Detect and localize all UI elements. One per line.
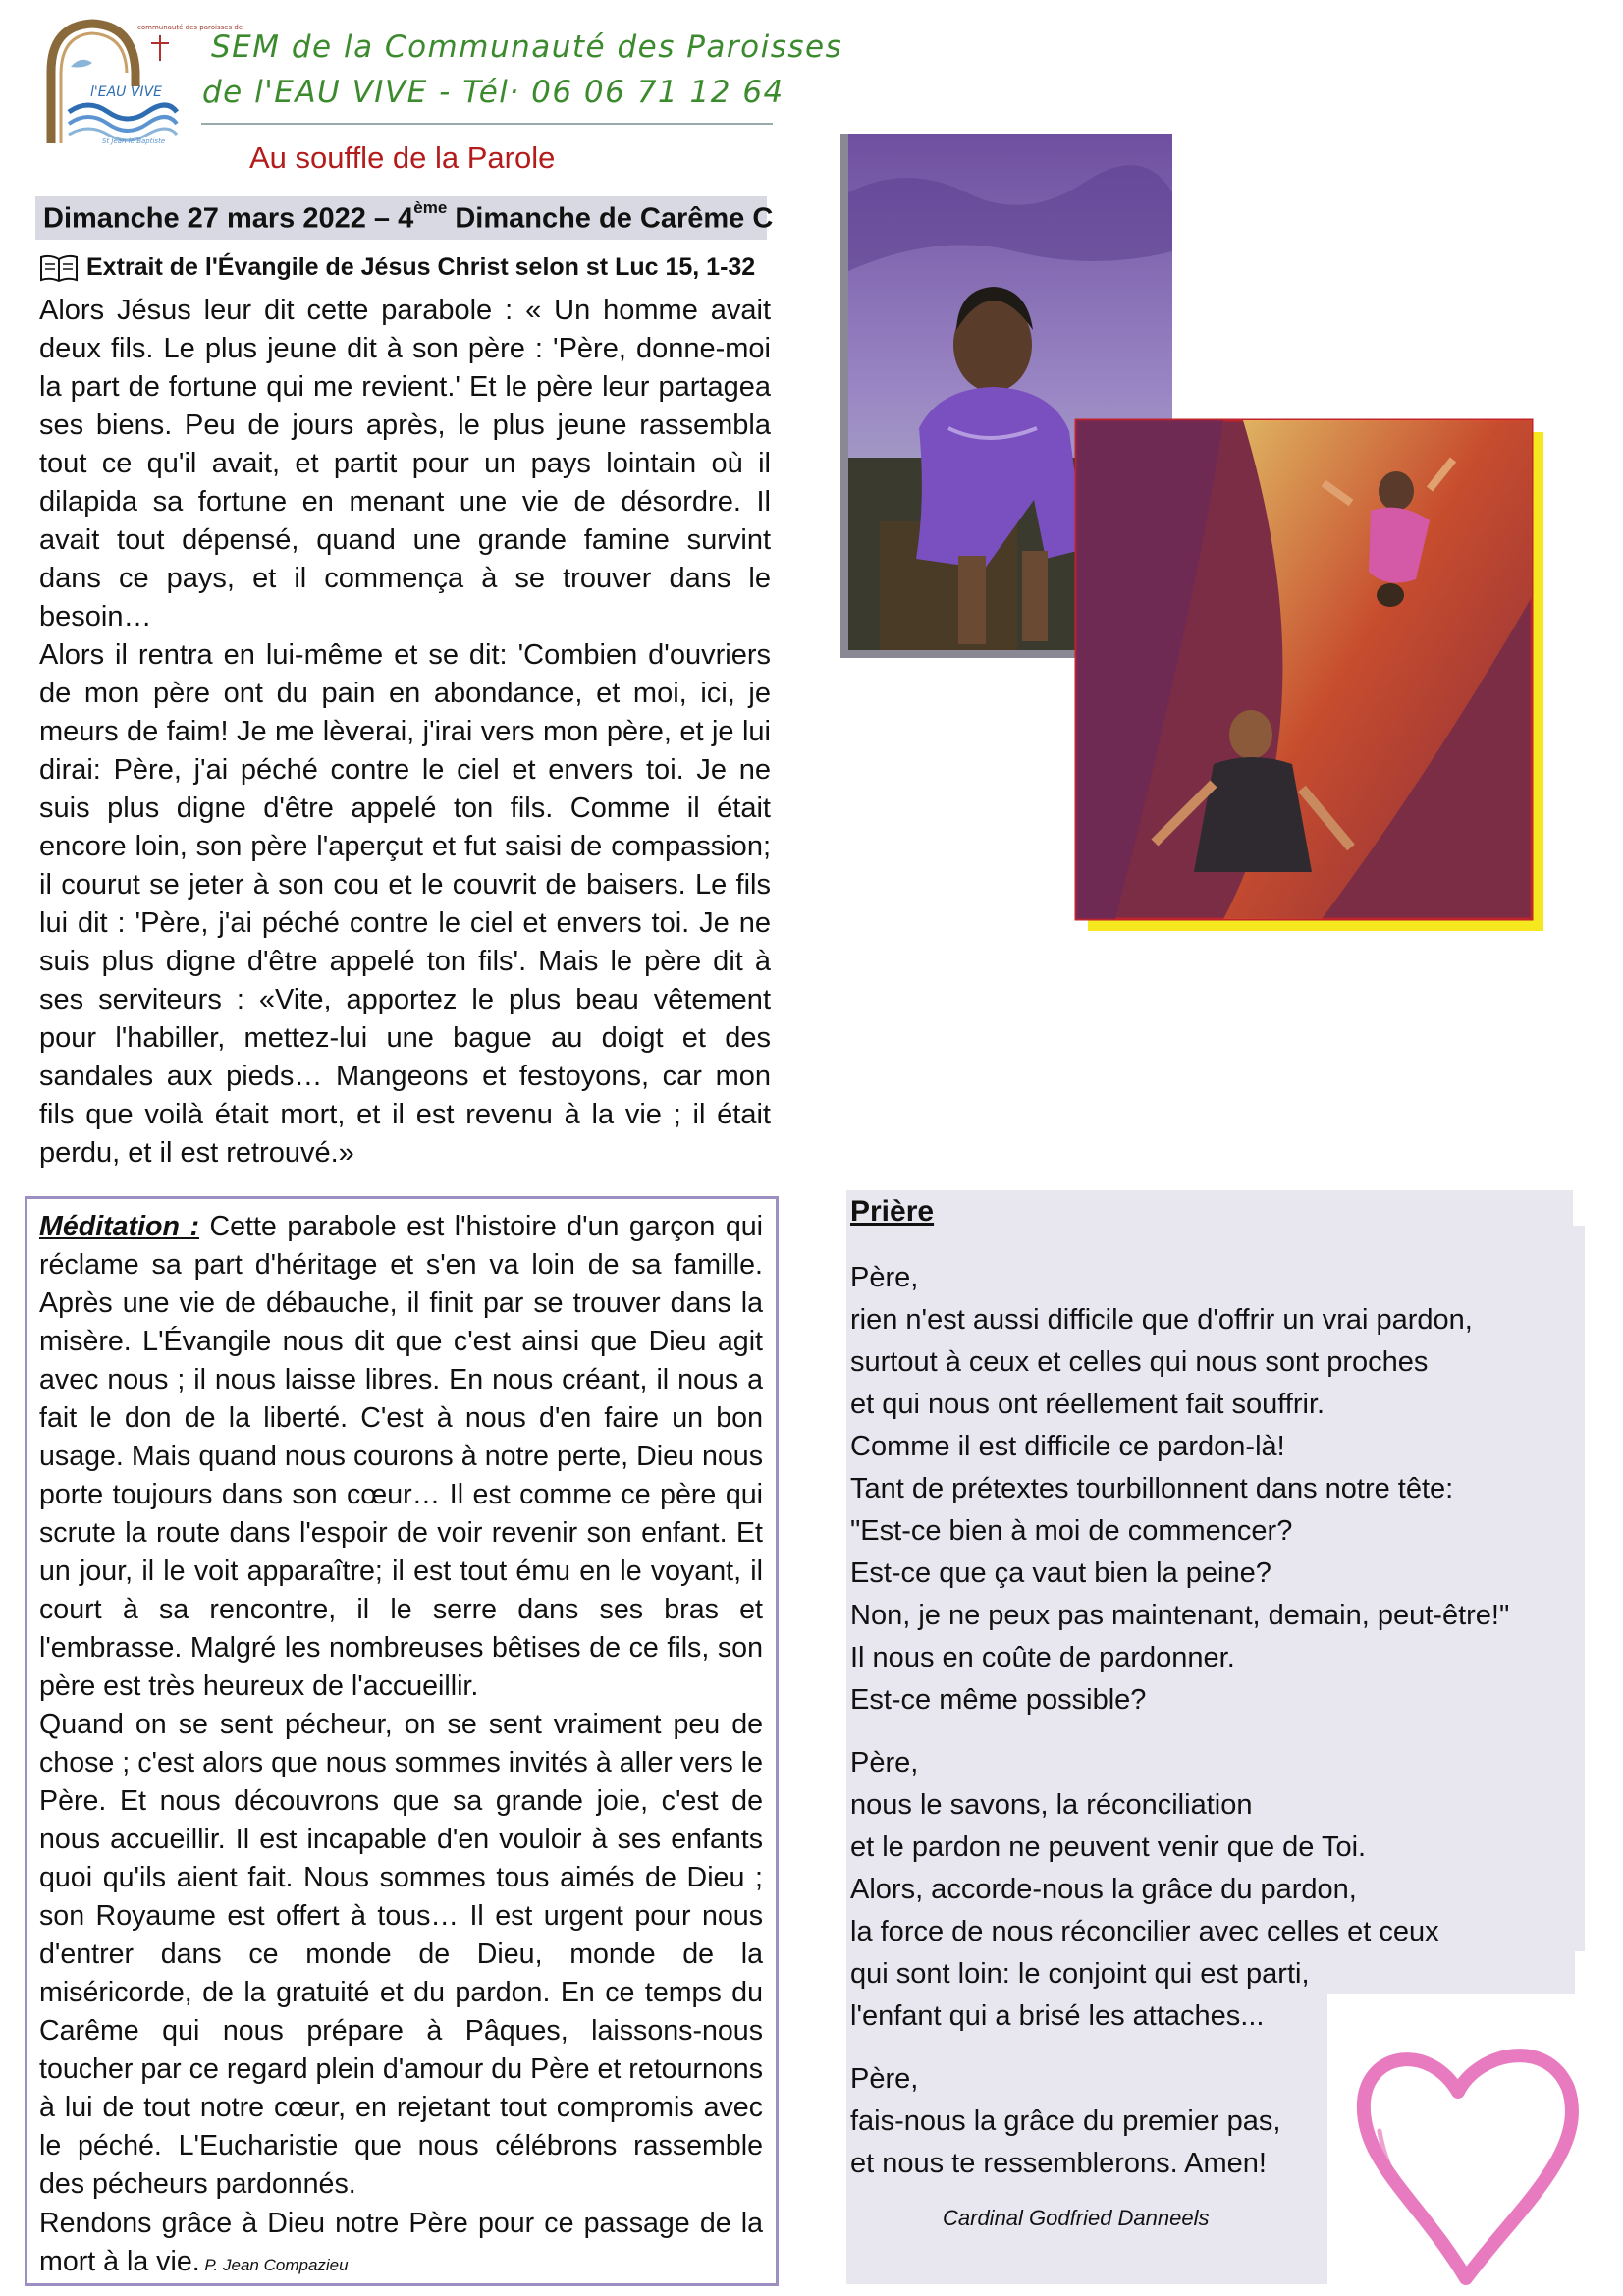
prayer-line: Est-ce que ça vaut bien la peine?	[850, 1558, 1271, 1589]
prayer-line: fais-nous la grâce du premier pas,	[850, 2105, 1281, 2137]
prayer-line: surtout à ceux et celles qui nous sont proches	[850, 1346, 1429, 1378]
sunday-date: Dimanche 27 mars 2022 – 4ème Dimanche de Carême C	[43, 198, 774, 235]
prayer-line: et qui nous ont réellement fait souffrir.	[850, 1389, 1325, 1420]
prayer-stanza-3	[850, 2058, 1280, 2185]
gospel-reference: Extrait de l'Évangile de Jésus Christ selon st Luc 15, 1-32	[86, 253, 756, 281]
prayer-line: nous le savons, la réconciliation	[850, 1789, 1253, 1821]
header-divider	[201, 123, 773, 125]
header-line-2: de l'EAU VIVE - Tél· 06 06 71 12 64	[202, 75, 784, 110]
prayer-stanza-1	[850, 1257, 1509, 1722]
meditation-paragraph-2: Quand on se sent pécheur, on se sent vraiment peu de chose ; c'est alors que nous sommes invités à aller vers le Père. Et nous découvrons que sa grande joie, c'est de nous accueillir. Il est incapable d'en vouloir à ses enfants quoi qu'ils aient fait. Nous sommes tous aimés de Dieu ; son Royaume est offert à tous… Il est urgent pour nous d'entrer dans ce monde de Dieu, monde de la miséricorde, de la gratuité et du pardon. En ce temps du Carême qui nous prépare à Pâques, laissons-nous toucher par ce regard plein d'amour du Père et retournons à lui de tout notre cœur, en rejetant tout compromis avec le péché. L'Eucharistie que nous célébrons rassemble des pécheurs pardonnés.	[39, 1709, 763, 2200]
prayer-signature: Cardinal Godfried Danneels	[943, 2206, 1210, 2230]
open-book-icon	[39, 253, 79, 283]
logo-text-top: communauté des paroisses de	[137, 24, 243, 31]
prayer-line: Est-ce même possible?	[850, 1684, 1147, 1716]
section-title: Au souffle de la Parole	[249, 140, 556, 175]
prayer-line: Père,	[850, 1747, 919, 1778]
meditation-paragraph-1: Méditation : Cette parabole est l'histoire d'un garçon qui réclame sa part d'héritage et s'en va loin de sa famille. Après une vie de débauche, il finit par se trouver dans la misère. L'Évangile nous dit que c'est ainsi que Dieu agit avec nous ; il nous laisse libres. En nous créant, il nous a fait le don de la liberté. C'est à nous d'en faire un bon usage. Mais quand nous courons à notre perte, Dieu nous porte toujours dans son cœur… Il est comme ce père qui scrute la route dans l'espoir de voir revenir son enfant. Et un jour, il le voit apparaître; il est tout ému en le voyant, il court à sa rencontre, il le serre dans ses bras et l'embrasse. Malgré les nombreuses bêtises de ce fils, son père est très heureux de l'accueillir.	[39, 1211, 763, 1702]
prayer-line: et nous te ressemblerons. Amen!	[850, 2148, 1267, 2179]
painting-father-embrace	[1076, 420, 1543, 931]
prayer-line: Père,	[850, 2063, 919, 2095]
prayer-line: qui sont loin: le conjoint qui est parti,	[850, 1958, 1310, 1990]
prayer-line: et le pardon ne peuvent venir que de Toi.	[850, 1831, 1367, 1863]
prayer-line: Père,	[850, 1262, 919, 1293]
prayer-line: Non, je ne peux pas maintenant, demain, peut-être!"	[850, 1600, 1510, 1631]
meditation-signature: P. Jean Compazieu	[199, 2256, 349, 2274]
logo-text-bottom: St Jean le Baptiste	[102, 137, 166, 145]
prayer-line: Il nous en coûte de pardonner.	[850, 1642, 1235, 1673]
prayer-line: Tant de prétextes tourbillonnent dans notre tête:	[850, 1473, 1454, 1504]
prayer-line: "Est-ce bien à moi de commencer?	[850, 1515, 1293, 1547]
gospel-paragraph-1: Alors Jésus leur dit cette parabole : « Un homme avait deux fils. Le plus jeune dit à son père : 'Père, donne-moi la part de fortune qui me revient.' Et le père leur partagea ses biens. Peu de jours après, le plus jeune rassembla tout ce qu'il avait, et partit pour un pays lointain où il dilapida sa fortune en menant une vie de désordre. Il avait tout dépensé, quand une grande famine survint dans ce pays, et il commença à se trouver dans le besoin…	[39, 295, 771, 632]
prayer-stanza-2	[850, 1742, 1439, 2038]
prayer-line: la force de nous réconcilier avec celles et ceux	[850, 1916, 1439, 1947]
prayer-line: Comme il est difficile ce pardon-là!	[850, 1431, 1285, 1462]
meditation-label: Méditation :	[39, 1211, 199, 1242]
header-line-1: SEM de la Communauté des Paroisses	[211, 29, 843, 65]
prayer-title: Prière	[850, 1195, 935, 1228]
prayer-line: Alors, accorde-nous la grâce du pardon,	[850, 1874, 1357, 1905]
parish-logo	[31, 18, 243, 145]
meditation-paragraph-3: Rendons grâce à Dieu notre Père pour ce passage de la mort à la vie. P. Jean Compazieu	[39, 2208, 763, 2277]
gospel-paragraph-2: Alors il rentra en lui-même et se dit: 'Combien d'ouvriers de mon père ont du pain en abondance, et moi, ici, je meurs de faim! Je me lèverai, j'irai vers mon père, et je lui dirai: Père, j'ai péché contre le ciel et envers toi. Je ne suis plus digne d'être appelé ton fils. Comme il était encore loin, son père l'aperçut et fut saisi de compassion; il courut se jeter à son cou et le couvrit de baisers. Le fils lui dit : 'Père, j'ai péché contre le ciel et envers toi. Je ne suis plus digne d'être appelé ton fils'. Mais le père dit à ses serviteurs : «Vite, apportez le plus beau vêtement pour l'habiller, mettez-lui une bague au doigt et des sandales aux pieds… Mangeons et festoyons, car mon fils que voilà était mort, et il est revenu à la vie ; il était perdu, et il est retrouvé.»	[39, 639, 771, 1169]
prayer-line: rien n'est aussi difficile que d'offrir un vrai pardon,	[850, 1304, 1473, 1336]
heart-outline-icon	[1350, 2033, 1586, 2290]
prayer-line: l'enfant qui a brisé les attaches...	[850, 2000, 1265, 2032]
logo-text-main: l'EAU VIVE	[90, 84, 162, 100]
